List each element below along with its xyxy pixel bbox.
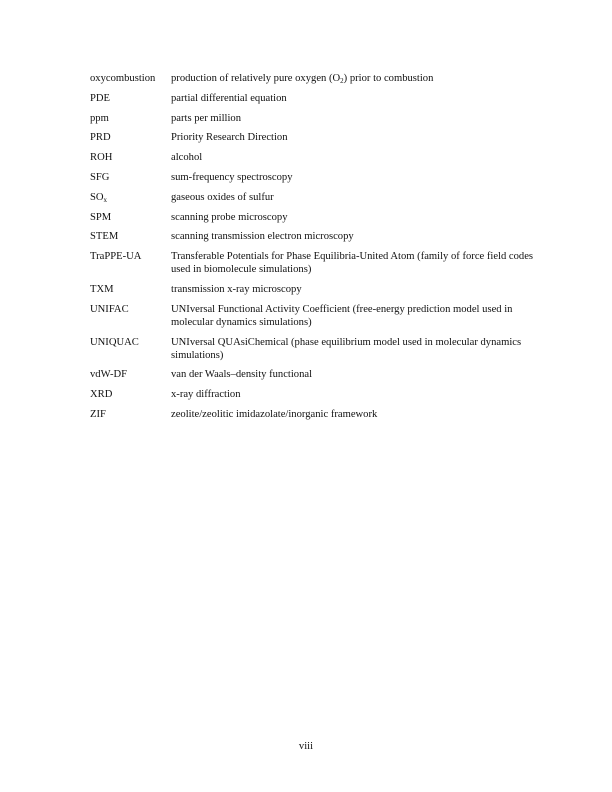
glossary-term: ROH <box>90 152 113 164</box>
glossary-definition: gaseous oxides of sulfur <box>171 191 274 203</box>
glossary-entry <box>90 92 540 105</box>
glossary-term: $SO_x$ <box>90 191 108 204</box>
glossary-definition: x-ray diffraction <box>171 389 241 401</box>
glossary-entry <box>90 211 540 224</box>
glossary-entry <box>90 336 540 362</box>
glossary-entry <box>90 131 540 144</box>
glossary-entry <box>90 191 540 204</box>
glossary-definition: UNIversal Functional Activity Coefficient (free-energy prediction model used in molecular dynamics simulations) <box>171 303 513 328</box>
glossary-definition: sum-frequency spectroscopy <box>171 171 293 183</box>
glossary-entry <box>90 171 540 184</box>
glossary-definition: Priority Research Direction <box>171 132 288 144</box>
glossary-term: UNIQUAC <box>90 336 139 348</box>
glossary-term: PRD <box>90 132 111 144</box>
glossary-entry <box>90 303 540 329</box>
glossary-term: STEM <box>90 231 119 243</box>
glossary-definition: scanning probe microscopy <box>171 211 288 223</box>
glossary-definition: van der Waals–density functional <box>171 369 313 381</box>
glossary-term: XRD <box>90 389 113 401</box>
glossary-definition: production of relatively pure oxygen $(O_2)$ prior to combustion <box>171 73 434 85</box>
glossary-term: vdW-DF <box>90 369 128 381</box>
page-number: viii <box>298 741 314 752</box>
glossary-definition: zeolite/zeolitic imidazolate/inorganic framework <box>171 408 378 420</box>
glossary-term: TXM <box>90 283 114 295</box>
glossary-definition: partial differential equation <box>171 92 287 104</box>
glossary-term: ZIF <box>90 408 106 420</box>
glossary-term: oxycombustion <box>90 73 156 84</box>
acronym-glossary <box>90 72 540 428</box>
glossary-term: SFG <box>90 171 110 183</box>
glossary-entry <box>90 151 540 164</box>
glossary-definition: alcohol <box>171 152 203 164</box>
glossary-term: SPM <box>90 211 112 223</box>
glossary-entry <box>90 72 540 85</box>
glossary-definition: Transferable Potentials for Phase Equilibria-United Atom (family of force field codes used in biomolecule simulations) <box>171 251 534 276</box>
glossary-term: TraPPE-UA <box>90 251 142 263</box>
glossary-definition: UNIversal QUAsiChemical (phase equilibrium model used in molecular dynamics simulations) <box>171 336 522 361</box>
glossary-entry <box>90 250 540 276</box>
glossary-entry <box>90 230 540 243</box>
glossary-term: PDE <box>90 92 111 104</box>
glossary-definition: parts per million <box>171 112 242 124</box>
glossary-entry <box>90 112 540 125</box>
glossary-entry <box>90 408 540 421</box>
glossary-entry <box>90 388 540 401</box>
glossary-entry <box>90 368 540 381</box>
glossary-definition: scanning transmission electron microscopy <box>171 231 354 243</box>
glossary-term: ppm <box>90 112 109 124</box>
glossary-term: UNIFAC <box>90 303 129 315</box>
glossary-definition: transmission x-ray microscopy <box>171 283 302 295</box>
glossary-entry <box>90 283 540 296</box>
